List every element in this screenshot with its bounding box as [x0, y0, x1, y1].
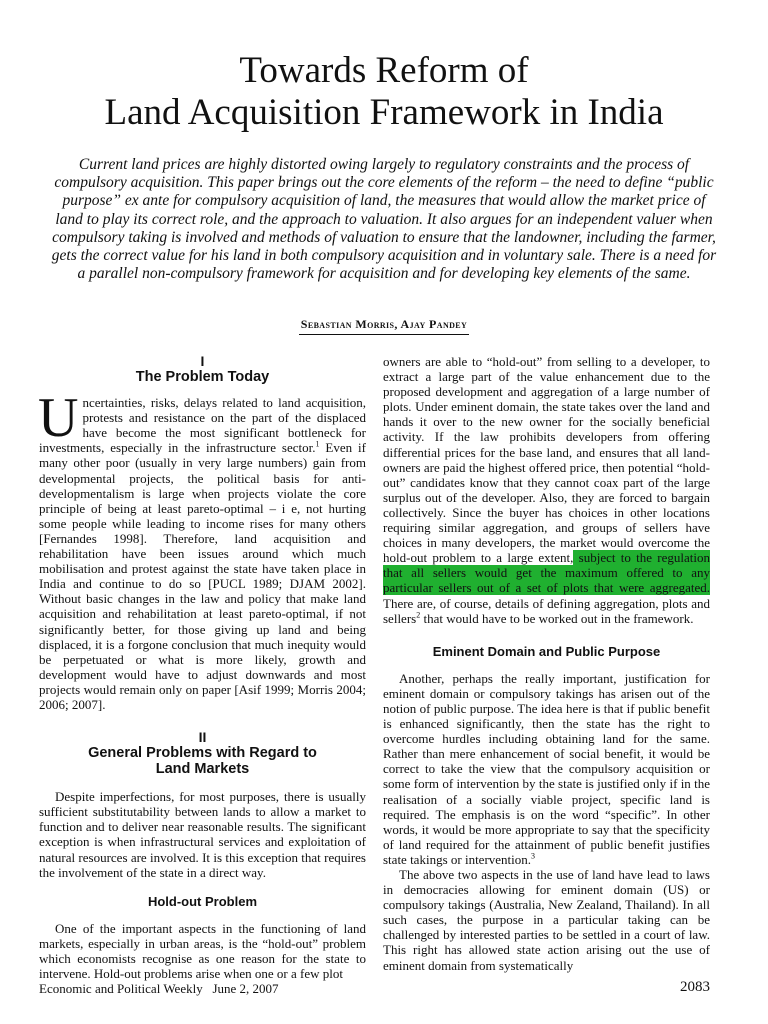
highlighted-text[interactable]: subject to the regulation that all sellers would get the maximum offered to any particular sellers out of a set of plots that were aggregated. — [383, 550, 710, 596]
holdout-text-c: that would have to be worked out in the framework. — [420, 610, 694, 626]
holdout-paragraph-1: One of the important aspects in the functioning of land markets, especially in urban areas, is the “hold-out” problem which economists recognise as one reason for the state to intervene. Hold-out problems arise when one or a few plot — [39, 920, 366, 982]
section-1-text-a: ncertainties, risks, delays related to land acquisition, protests and resistance on the part of the displaced have become the most significant bottleneck for investments, especially in the infrastructure sector. — [39, 395, 366, 456]
footnote-ref-3[interactable]: 3 — [531, 851, 536, 861]
abstract: Current land prices are highly distorted owing largely to regulatory constraints and the process of compulsory acquisition. This paper brings out the core elements of the reform – the need to define “public purpose” ex ante for compulsory acquisition of land, the measures that would allow the market price of land to play its correct role, and the approach to valuation. It also argues for an independent valuer when compulsory taking is involved and methods of valuation to ensure that the landowner, including the farmer, gets the correct value for his land in both compulsory acquisition and in voluntary sale. There is a need for a parallel non-compulsory framework for acquisition and for developing key elements of the same. — [51, 156, 717, 283]
holdout-paragraph-2 — [383, 354, 710, 626]
section-2-number: II — [198, 729, 207, 746]
page-number: 2083 — [680, 979, 710, 995]
footer-journal: Economic and Political Weekly June 2, 2007 — [39, 981, 279, 996]
holdout-text-a: owners are able to “hold-out” from selling to a developer, to extract a large part of the value enhancement due to the proposed development and aggregation of a large number of plots. Under eminent domain, the state takes over the land and hands it over to the new owner for the socially beneficial activity. If the law prohibits developers from offering differential prices for the base land, and ensures that all land-owners are paid the highest offered price, then potential “hold-out” candidates know that they cannot coax part of the large surplus out of the developer. Also, they are forced to bargain collectively. Since the buyer has choices in other locations requiring similar aggregation, and groups of sellers have choices in many developers, the market would overcome the hold-out problem to a large extent, — [383, 354, 710, 566]
footnote-ref-1[interactable]: 1 — [315, 440, 320, 450]
section-2-heading: General Problems with Regard to Land Markets — [88, 745, 317, 778]
section-1-heading: The Problem Today — [135, 369, 270, 386]
authors-byline — [0, 317, 768, 332]
section-1-number: I — [200, 353, 205, 369]
eminent-paragraph-1 — [383, 671, 710, 867]
paper-title — [0, 50, 768, 134]
holdout-heading: Hold-out Problem — [147, 893, 258, 909]
eminent-domain-heading: Eminent Domain and Public Purpose — [432, 643, 661, 659]
title-line-2: Land Acquisition Framework in India — [104, 92, 664, 133]
footnote-ref-2[interactable]: 2 — [416, 610, 421, 620]
title-line-1: Towards Reform of — [239, 50, 529, 91]
drop-cap: U — [38, 387, 79, 450]
section-2-paragraph: Despite imperfections, for most purposes, there is usually sufficient substitutability between lands to allow a market to function and to deliver near reasonable results. The significant exception is when infrastructural services and exploitation of natural resources are involved. It is this exception that requires the involvement of the state in a direct way. — [39, 789, 366, 880]
section-1-text-b: Even if many other poor (usually in very large numbers) gain from developmental projects, the political basis for anti-developmentalism is large when projects violate the core principle of being at least pareto-optimal – i e, not hurting some people while leading to income rises for many others [Fernandes 1998]. Therefore, land acquisition and rehabilitation have been issues around which much mobilisation and protest against the state have taken place in India and continue to do so [PUCL 1989; DJAM 2002]. Without basic changes in the law and policy that make land acquisition and rehabilitation at least pareto-optimal, if not significantly better, for those giving up land and being displaced, it is a forgone conclusion that much inequity would be perpetuated or what is more likely, growth and development would have to adjust downwards and most projects would remain only on paper [Asif 1999; Morris 2004; 2006; 2007]. — [39, 440, 367, 712]
eminent-paragraph-2: The above two aspects in the use of land have lead to laws in democracies allowing for eminent domain (US) or compulsory takings (Australia, New Zealand, Thailand). In all such cases, the purpose in a particular taking can be challenged by interested parties to be settled in a court of law. This right has allowed state action arising out the use of eminent domain from systematically — [383, 867, 710, 973]
holdout-text-b: There are, of course, details of defining aggregation, plots and sellers — [383, 595, 710, 626]
right-column — [383, 354, 710, 973]
left-column — [39, 354, 366, 981]
authors-names: Sebastian Morris, Ajay Pandey — [299, 317, 469, 335]
eminent-text-1: Another, perhaps the really important, justification for eminent domain or compulsory takings has arisen out of the notion of public purpose. The idea here is that if public benefit is enhanced significantly, then the state has the right to overcome hurdles including obtaining land for the same. Rather than mere enhancement of social benefit, it would be correct to take the view that the compulsory acquisition or some form of intervention by the state is justified only if in the realisation of a socially viable project, specific land is required. The emphasis is on the word “specific”. In other words, it would be more appropriate to say that the specificity of land required for the attainment of public benefit justifies state takings or intervention. — [383, 670, 710, 867]
section-1-paragraph — [38, 387, 367, 712]
